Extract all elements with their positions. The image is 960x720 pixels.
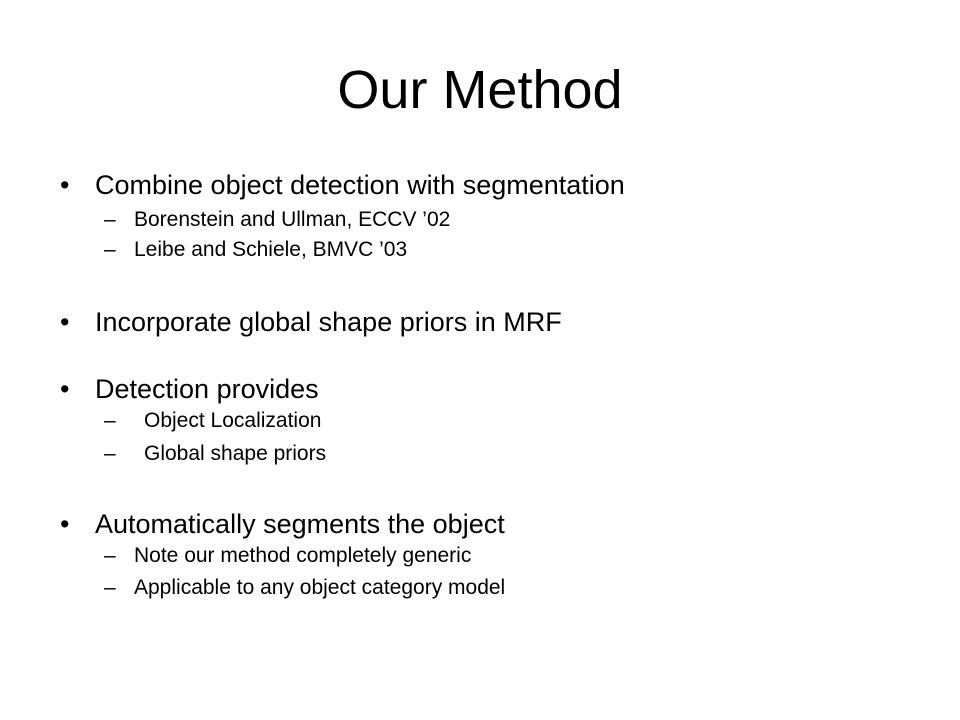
- bullet-item: [60, 372, 700, 406]
- sub-item: [104, 574, 644, 602]
- bullet-mark: •: [60, 509, 70, 539]
- dash-mark: –: [104, 208, 116, 231]
- bullet-text: Automatically segments the object: [95, 509, 505, 539]
- dash-mark: –: [104, 409, 116, 432]
- dash-mark: –: [104, 238, 116, 261]
- dash-mark: –: [104, 544, 116, 567]
- sub-text: Global shape priors: [144, 442, 327, 465]
- dash-mark: –: [104, 576, 116, 599]
- sub-item: [104, 542, 644, 570]
- bullet-text: Combine object detection with segmentation: [95, 170, 625, 200]
- sub-text: Leibe and Schiele, BMVC ’03: [134, 238, 408, 261]
- bullet-text: Incorporate global shape priors in MRF: [95, 307, 562, 337]
- sub-text: Borenstein and Ullman, ECCV ’02: [134, 208, 451, 231]
- bullet-item: [60, 168, 700, 202]
- sub-text: Applicable to any object category model: [134, 576, 506, 599]
- sub-item: [104, 206, 584, 234]
- sub-item: [104, 407, 584, 435]
- slide-title: Our Method: [337, 60, 623, 120]
- bullet-text: Detection provides: [95, 374, 319, 404]
- bullet-mark: •: [60, 307, 70, 337]
- sub-text: Object Localization: [144, 409, 322, 432]
- bullet-item: [60, 507, 700, 541]
- dash-mark: –: [104, 442, 116, 465]
- sub-item: [104, 440, 584, 468]
- bullet-item: [60, 305, 700, 339]
- sub-item: [104, 236, 584, 264]
- bullet-mark: •: [60, 170, 70, 200]
- bullet-mark: •: [60, 374, 70, 404]
- sub-text: Note our method completely generic: [134, 544, 472, 567]
